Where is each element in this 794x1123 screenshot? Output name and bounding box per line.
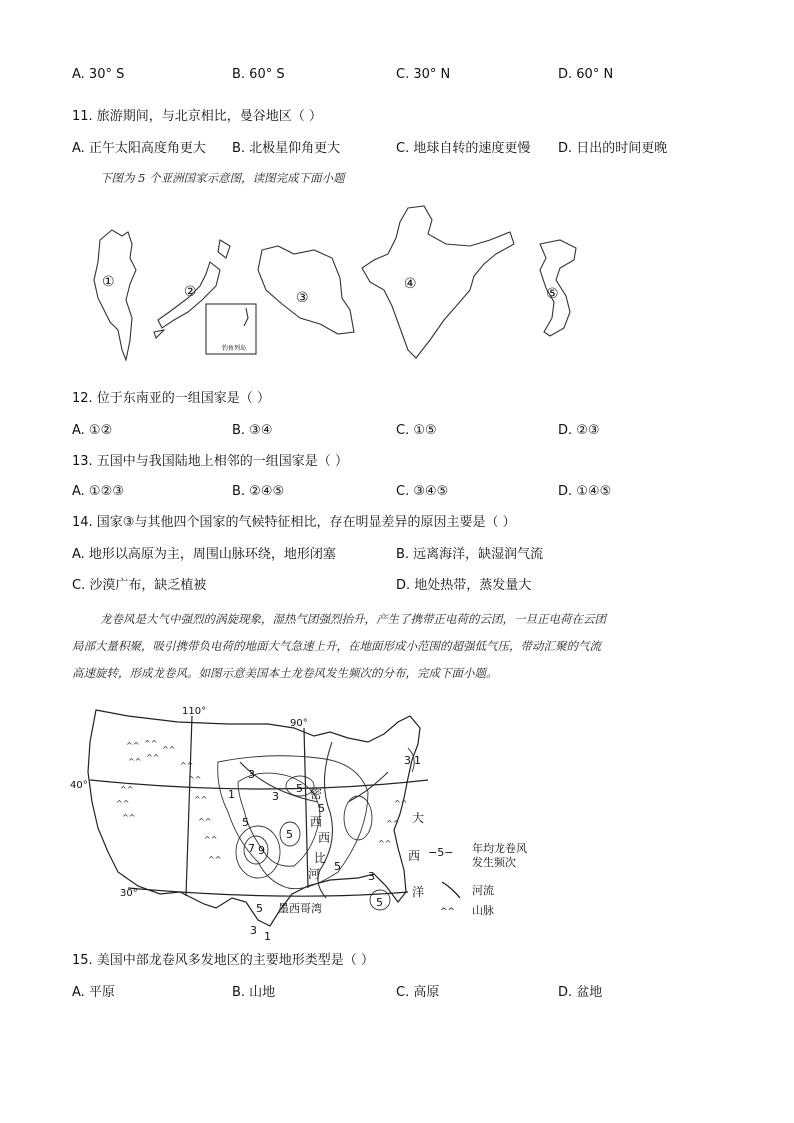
inset-label: 钓鱼列岛 bbox=[222, 345, 247, 352]
contour-label: 3 bbox=[272, 790, 279, 803]
longitude-90-label: 90° bbox=[290, 718, 308, 729]
svg-text:^^: ^^ bbox=[378, 839, 392, 848]
q13-stem: 13. 五国中与我国陆地上相邻的一组国家是（ ） bbox=[72, 454, 348, 469]
q13-option-c: C. ③④⑤ bbox=[396, 484, 449, 499]
svg-text:^^: ^^ bbox=[146, 753, 160, 762]
q10-option-d: D. 60° N bbox=[558, 67, 614, 82]
ocean-name-char: 洋 bbox=[412, 885, 425, 899]
q10-option-c: C. 30° N bbox=[396, 67, 451, 82]
q15-stem: 15. 美国中部龙卷风多发地区的主要地形类型是（ ） bbox=[72, 953, 374, 968]
q15-option-d: D. 盆地 bbox=[558, 985, 603, 1000]
legend-mountain-label: 山脉 bbox=[472, 904, 494, 917]
contour-label: 3 bbox=[250, 924, 257, 937]
svg-text:^^: ^^ bbox=[116, 799, 130, 808]
q12-option-a: A. ①② bbox=[72, 423, 113, 438]
latitude-30 bbox=[128, 888, 408, 896]
legend-contour-label-1: 年均龙卷风 bbox=[472, 842, 527, 855]
contour-label: 5 bbox=[334, 860, 341, 873]
q14-option-c: C. 沙漠广布，缺乏植被 bbox=[72, 578, 207, 593]
latitude-30-label: 30° bbox=[120, 888, 138, 899]
contour-label: 3 bbox=[368, 870, 375, 883]
contour-label: 5 bbox=[286, 828, 293, 841]
contour-label: 3 bbox=[248, 768, 255, 781]
longitude-90 bbox=[304, 728, 308, 888]
q14-stem: 14. 国家③与其他四个国家的气候特征相比，存在明显差异的原因主要是（ ） bbox=[72, 515, 516, 530]
river-name-char: 比 bbox=[314, 851, 327, 865]
river-name-char: 河 bbox=[308, 867, 321, 881]
q11-option-d: D. 日出的时间更晚 bbox=[558, 141, 668, 156]
svg-text:^^: ^^ bbox=[128, 757, 142, 766]
longitude-110-label: 110° bbox=[182, 706, 207, 717]
q13-option-d: D. ①④⑤ bbox=[558, 484, 612, 499]
ocean-name-char: 大 bbox=[412, 811, 425, 825]
asia-intro: 下图为 5 个亚洲国家示意图，读图完成下面小题 bbox=[100, 171, 345, 185]
map-legend bbox=[428, 841, 527, 917]
legend-contour-symbol: −5− bbox=[428, 846, 454, 859]
tornado-intro-line-3: 高速旋转，形成龙卷风。如图示意美国本土龙卷风发生频次的分布，完成下面小题。 bbox=[72, 666, 498, 680]
svg-text:^^: ^^ bbox=[122, 813, 136, 822]
contour-label: 5 bbox=[318, 802, 325, 815]
country-label-3: ③ bbox=[296, 290, 309, 306]
contour-label: 5 bbox=[256, 902, 263, 915]
tornado-intro-line-1: 龙卷风是大气中强烈的涡旋现象，湿热气团强烈抬升，产生了携带正电荷的云团，一旦正电荷在云团 bbox=[100, 612, 606, 626]
usa-tornado-map bbox=[68, 702, 548, 942]
country-label-1: ① bbox=[102, 274, 115, 290]
svg-text:^^: ^^ bbox=[204, 835, 218, 844]
q11-option-b: B. 北极星仰角更大 bbox=[232, 141, 341, 156]
latitude-40-label: 40° bbox=[70, 780, 88, 791]
svg-text:^^: ^^ bbox=[162, 745, 176, 754]
ocean-name-char: 西 bbox=[408, 849, 421, 863]
q14-option-d: D. 地处热带，蒸发量大 bbox=[396, 578, 532, 593]
longitude-110 bbox=[186, 716, 192, 896]
q14-option-a: A. 地形以高原为主，周围山脉环绕，地形闭塞 bbox=[72, 547, 336, 562]
legend-river-label: 河流 bbox=[472, 884, 494, 897]
tornado-intro bbox=[72, 606, 722, 687]
svg-text:^^: ^^ bbox=[188, 775, 202, 784]
asia-countries-figure bbox=[70, 200, 590, 380]
q10-option-b: B. 60° S bbox=[232, 67, 285, 82]
q15-option-a: A. 平原 bbox=[72, 985, 115, 1000]
legend-mountain-icon: ^^ bbox=[440, 907, 456, 917]
svg-text:^^: ^^ bbox=[180, 761, 194, 770]
svg-text:^^: ^^ bbox=[386, 819, 400, 828]
svg-text:^^: ^^ bbox=[208, 855, 222, 864]
svg-text:^^: ^^ bbox=[198, 817, 212, 826]
contour-label: 1 bbox=[414, 754, 421, 767]
gulf-label: 墨西哥湾 bbox=[278, 902, 322, 915]
svg-text:^^: ^^ bbox=[394, 799, 408, 808]
country-1-outline bbox=[94, 230, 136, 360]
q11-stem: 11. 旅游期间，与北京相比，曼谷地区（ ） bbox=[72, 109, 322, 124]
q14-option-b: B. 远离海洋，缺湿润气流 bbox=[396, 547, 544, 562]
contour-label: 1 bbox=[228, 788, 235, 801]
q13-option-a: A. ①②③ bbox=[72, 484, 124, 499]
contour-label: 3 bbox=[404, 754, 411, 767]
legend-river-icon bbox=[442, 882, 460, 898]
q10-option-a: A. 30° S bbox=[72, 67, 125, 82]
legend-contour-label-2: 发生频次 bbox=[472, 856, 516, 869]
country-label-4: ④ bbox=[404, 276, 417, 292]
river-name-char: 密 bbox=[310, 787, 323, 801]
country-label-5: ⑤ bbox=[546, 286, 559, 302]
q11-option-c: C. 地球自转的速度更慢 bbox=[396, 141, 531, 156]
q13-option-b: B. ②④⑤ bbox=[232, 484, 285, 499]
tornado-intro-line-2: 局部大量积聚，吸引携带负电荷的地面大气急速上升，在地面形成小范围的超强低气压，带动汇聚的气流 bbox=[72, 639, 601, 653]
contour-label: 5 bbox=[242, 816, 249, 829]
contour-label: 7 bbox=[248, 842, 255, 855]
q11-option-a: A. 正午太阳高度角更大 bbox=[72, 141, 206, 156]
q12-option-c: C. ①⑤ bbox=[396, 423, 437, 438]
q12-option-d: D. ②③ bbox=[558, 423, 600, 438]
q15-option-b: B. 山地 bbox=[232, 985, 276, 1000]
q12-stem: 12. 位于东南亚的一组国家是（ ） bbox=[72, 391, 270, 406]
contour-label: 5 bbox=[296, 782, 303, 795]
svg-text:^^: ^^ bbox=[144, 739, 158, 748]
q12-option-b: B. ③④ bbox=[232, 423, 273, 438]
svg-text:^^: ^^ bbox=[126, 741, 140, 750]
contour-label: 5 bbox=[376, 896, 383, 909]
river-name-char: 西 bbox=[310, 815, 323, 829]
q15-option-c: C. 高原 bbox=[396, 985, 440, 1000]
country-4-outline bbox=[362, 206, 514, 358]
contour-label: 1 bbox=[264, 930, 271, 942]
country-label-2: ② bbox=[184, 284, 197, 300]
svg-text:^^: ^^ bbox=[194, 795, 208, 804]
svg-text:^^: ^^ bbox=[120, 785, 134, 794]
contour-label: 9 bbox=[258, 844, 265, 857]
river-name-char: 西 bbox=[318, 831, 331, 845]
